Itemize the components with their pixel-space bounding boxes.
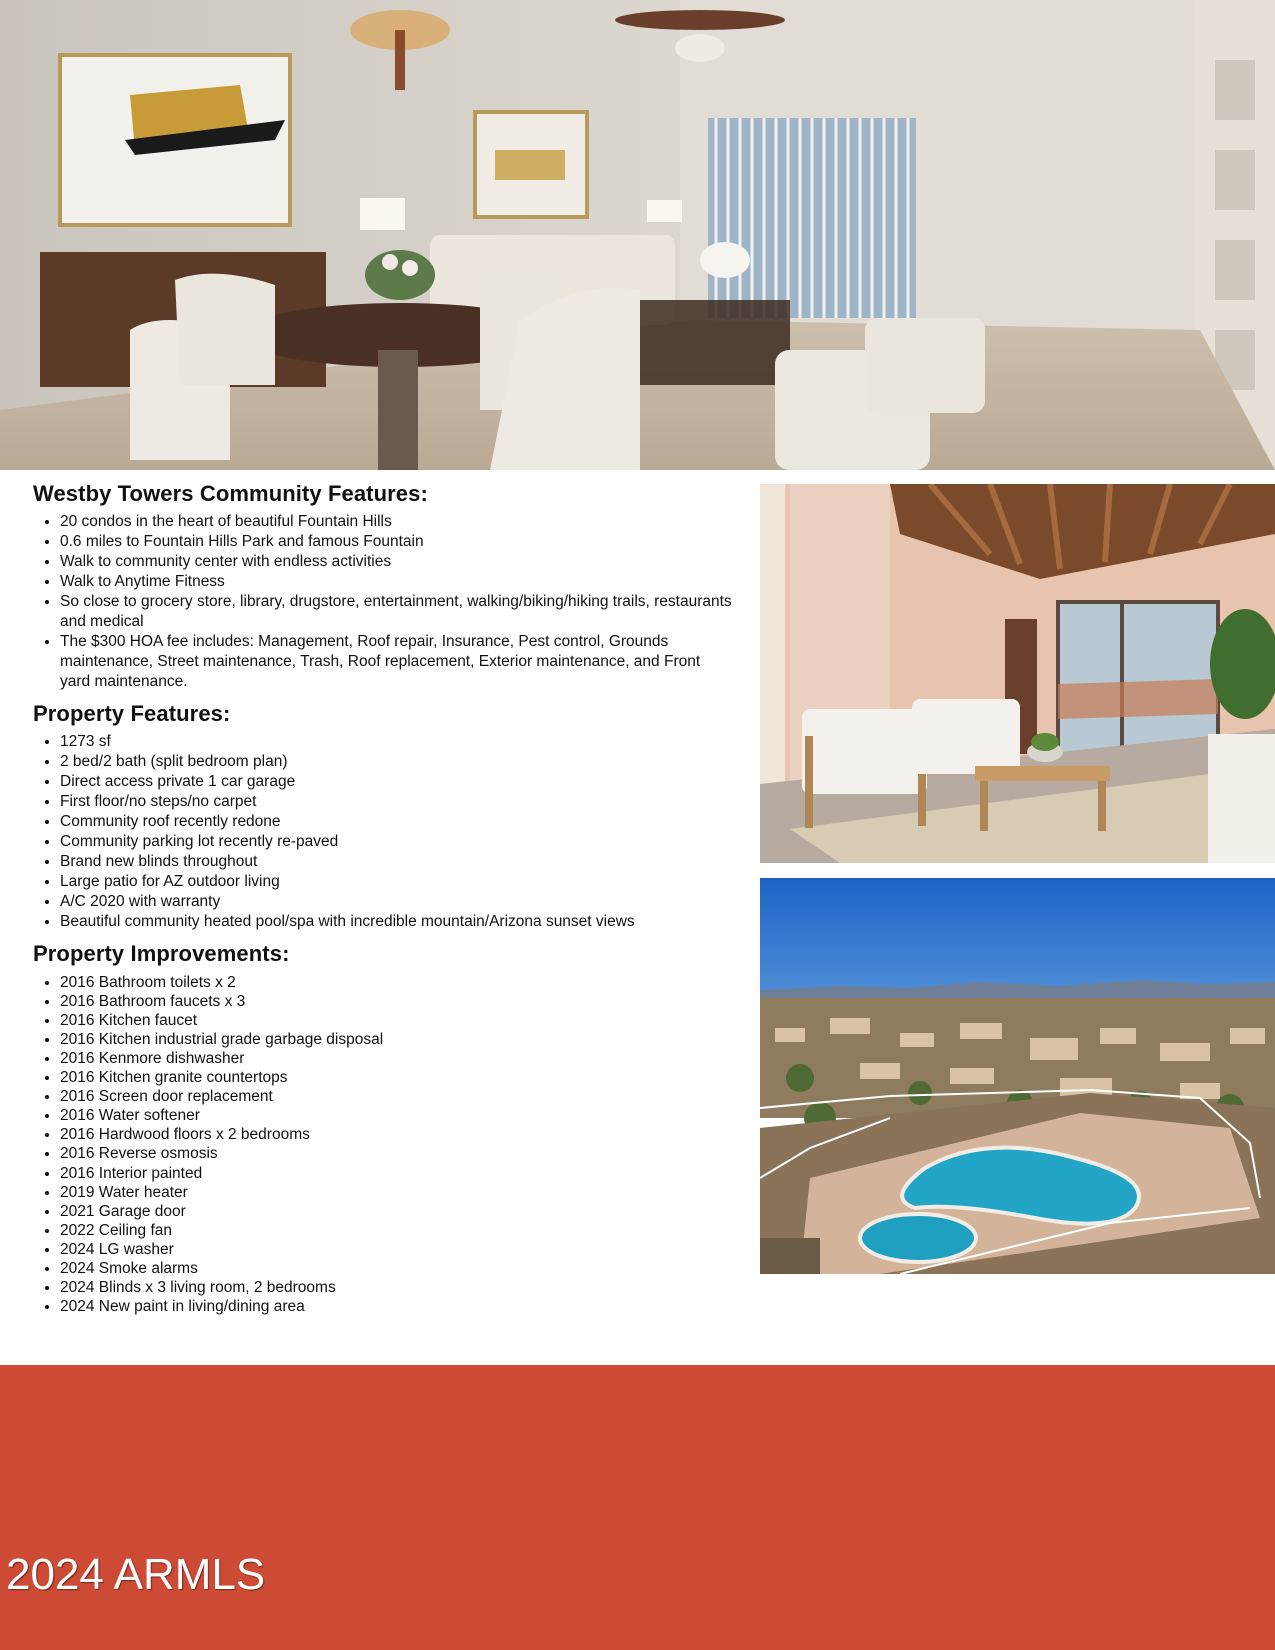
- list-item: • 2016 Water softener: [60, 1106, 733, 1125]
- list-item: • 2024 Smoke alarms: [60, 1259, 733, 1278]
- list-item: • 2016 Bathroom toilets x 2: [60, 973, 733, 992]
- pool-aerial-photo: [760, 878, 1275, 1274]
- list-item: • 2016 Interior painted: [60, 1164, 733, 1183]
- footer-band: [0, 1365, 1275, 1650]
- footer-copyright: 2024 ARMLS: [6, 1550, 266, 1599]
- list-item: • 2 bed/2 bath (split bedroom plan): [60, 752, 733, 772]
- list-item: • Brand new blinds throughout: [60, 852, 733, 872]
- patio-photo: [760, 484, 1275, 863]
- list-item: • 2021 Garage door: [60, 1202, 733, 1221]
- list-item: • 1273 sf: [60, 732, 733, 752]
- list-item: • The $300 HOA fee includes: Management, Roof repair, Insurance, Pest control, Grounds maintenance, Street maintenance, Trash, Roof replacement, Exterior maintenance, and Front yard maintenance.: [60, 632, 733, 692]
- list-item: • So close to grocery store, library, drugstore, entertainment, walking/biking/hiking trails, restaurants and medical: [60, 592, 733, 632]
- list-item: • 2016 Hardwood floors x 2 bedrooms: [60, 1125, 733, 1144]
- list-item: • 2024 Blinds x 3 living room, 2 bedrooms: [60, 1278, 733, 1297]
- list-item: • 2016 Bathroom faucets x 3: [60, 992, 733, 1011]
- list-item: • 2016 Kitchen industrial grade garbage disposal: [60, 1030, 733, 1049]
- list-item: • 2016 Kitchen granite countertops: [60, 1068, 733, 1087]
- list-item: • 0.6 miles to Fountain Hills Park and famous Fountain: [60, 532, 733, 552]
- list-item: • 2016 Kenmore dishwasher: [60, 1049, 733, 1068]
- community-features-list: [33, 512, 733, 692]
- list-item: • First floor/no steps/no carpet: [60, 792, 733, 812]
- list-item: • Beautiful community heated pool/spa with incredible mountain/Arizona sunset views: [60, 912, 733, 932]
- property-improvements-list: [33, 973, 733, 1317]
- property-features-list: [33, 732, 733, 932]
- list-item: • Large patio for AZ outdoor living: [60, 872, 733, 892]
- features-column: [33, 482, 733, 1326]
- list-item: • Direct access private 1 car garage: [60, 772, 733, 792]
- list-item: • 2024 New paint in living/dining area: [60, 1297, 733, 1316]
- list-item: • 2019 Water heater: [60, 1183, 733, 1202]
- community-features-heading: Westby Towers Community Features:: [33, 481, 428, 506]
- list-item: • 2024 LG washer: [60, 1240, 733, 1259]
- list-item: • Community parking lot recently re-paved: [60, 832, 733, 852]
- list-item: • Community roof recently redone: [60, 812, 733, 832]
- list-item: • 2016 Screen door replacement: [60, 1087, 733, 1106]
- list-item: • 2016 Reverse osmosis: [60, 1144, 733, 1163]
- list-item: • 2022 Ceiling fan: [60, 1221, 733, 1240]
- property-features-heading: Property Features:: [33, 701, 231, 727]
- list-item: • A/C 2020 with warranty: [60, 892, 733, 912]
- property-improvements-heading: Property Improvements:: [33, 941, 290, 967]
- list-item: • Walk to Anytime Fitness: [60, 572, 733, 592]
- list-item: • 2016 Kitchen faucet: [60, 1011, 733, 1030]
- hero-living-room-photo: [0, 0, 1275, 470]
- list-item: • 20 condos in the heart of beautiful Fountain Hills: [60, 512, 733, 532]
- list-item: • Walk to community center with endless activities: [60, 552, 733, 572]
